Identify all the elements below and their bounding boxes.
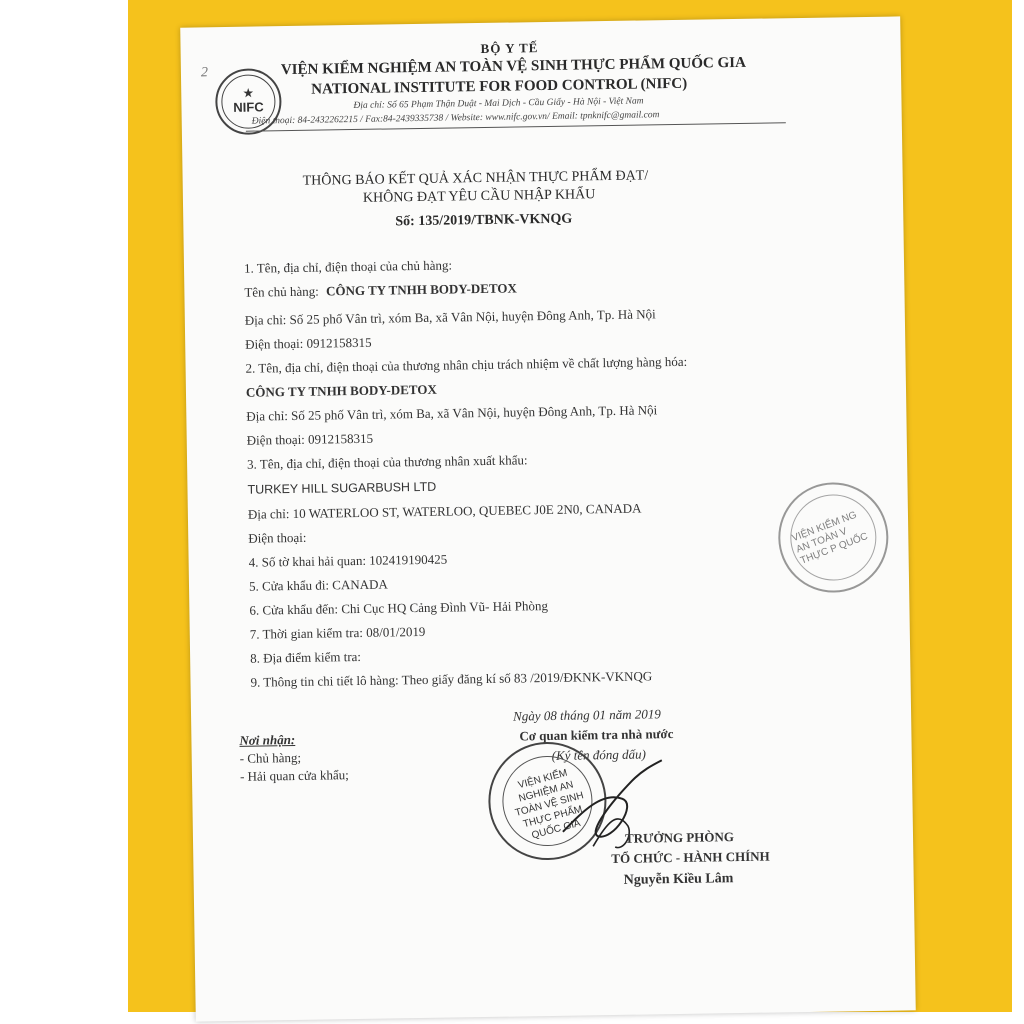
- shipment-details: 9. Thông tin chi tiết lô hàng: Theo giấy đăng kí số 83 /2019/ĐKNK-VKNQG: [250, 668, 653, 690]
- recipients-label: Nơi nhận:: [239, 731, 296, 748]
- star-icon: ★: [243, 87, 254, 100]
- exporter-company: TURKEY HILL SUGARBUSH LTD: [247, 479, 437, 497]
- exporter-phone: Điện thoại:: [248, 529, 307, 546]
- ministry-name: BỘ Y TẾ: [480, 40, 539, 56]
- sign-note: (Ký tên đóng dấu): [551, 746, 647, 763]
- section3-heading: 3. Tên, địa chỉ, điện thoại của thương nhân xuất khẩu:: [246, 452, 528, 472]
- document-title-line2: KHÔNG ĐẠT YÊU CẦU NHẬP KHẨU: [362, 187, 596, 206]
- institute-name-vn: VIỆN KIỂM NGHIỆM AN TOÀN VỆ SINH THỰC PHẨM QUỐC GIA: [280, 54, 747, 79]
- recipient-owner: - Chủ hàng;: [239, 749, 302, 766]
- authority-name: Cơ quan kiểm tra nhà nước: [519, 726, 674, 744]
- margin-note: 2: [200, 65, 209, 81]
- owner-phone: Điện thoại: 0912158315: [245, 334, 372, 352]
- section2-heading: 2. Tên, địa chỉ, điện thoại của thương nhân chịu trách nhiệm về chất lượng hàng hóa:: [245, 353, 688, 376]
- inspection-location: 8. Địa điểm kiểm tra:: [250, 648, 362, 666]
- signer-name: Nguyễn Kiều Lâm: [623, 871, 734, 888]
- institute-address: Địa chỉ: Số 65 Phạm Thận Duật - Mai Dịch - Cầu Giấy - Hà Nội - Việt Nam: [353, 96, 644, 112]
- logo-text: NIFC: [233, 99, 264, 115]
- exporter-address: Địa chỉ: 10 WATERLOO ST, WATERLOO, QUEBEC J0E 2N0, CANADA: [247, 500, 642, 522]
- issue-date: Ngày 08 tháng 01 năm 2019: [512, 706, 661, 724]
- institute-name-en: NATIONAL INSTITUTE FOR FOOD CONTROL (NIFC): [311, 75, 688, 98]
- section1-heading: 1. Tên, địa chỉ, điện thoại của chủ hàng:: [243, 257, 453, 276]
- responsible-phone: Điện thoại: 0912158315: [246, 430, 374, 448]
- document-title-line1: THÔNG BÁO KẾT QUẢ XÁC NHẬN THỰC PHẨM ĐẠT/: [302, 168, 649, 189]
- owner-label: Tên chủ hàng:: [244, 283, 319, 300]
- departure-port: 5. Cửa khẩu đi: CANADA: [248, 576, 388, 594]
- signer-position1: TRƯỞNG PHÒNG: [624, 829, 735, 846]
- side-stamp: [777, 482, 889, 594]
- arrival-port: 6. Cửa khẩu đến: Chi Cục HQ Cảng Đình Vũ- Hải Phòng: [249, 598, 549, 618]
- signer-position2: TỔ CHỨC - HÀNH CHÍNH: [611, 848, 770, 867]
- responsible-address: Địa chỉ: Số 25 phố Vân trì, xóm Ba, xã Vân Nội, huyện Đông Anh, Tp. Hà Nội: [246, 402, 658, 424]
- document-number: Số: 135/2019/TBNK-VKNQG: [395, 211, 573, 230]
- inspection-date: 7. Thời gian kiểm tra: 08/01/2019: [249, 623, 426, 642]
- responsible-company: CÔNG TY TNHH BODY-DETOX: [245, 381, 437, 400]
- owner-name: CÔNG TY TNHH BODY-DETOX: [325, 280, 517, 299]
- owner-address: Địa chỉ: Số 25 phố Vân trì, xóm Ba, xã Vân Nội, huyện Đông Anh, Tp. Hà Nội: [244, 306, 656, 328]
- institute-contact: Điện thoại: 84-2432262215 / Fax:84-2439335738 / Website: www.nifc.gov.vn/ Email: tpnknifc@gmail.com: [251, 110, 660, 127]
- owner-line: [244, 280, 517, 300]
- customs-declaration: 4. Số tờ khai hải quan: 102419190425: [248, 551, 448, 570]
- recipient-customs: - Hải quan cửa khẩu;: [239, 767, 349, 784]
- side-stamp-text: VIỆN KIỂM NG AN TOÀN V THỰC P QUỐC: [790, 509, 870, 567]
- document-page: [180, 16, 916, 1021]
- seal-text: VIỆN KIỂM NGHIỆM AN TOÀN VỆ SINH THỰC PHẨM QUỐC GIA: [514, 767, 585, 842]
